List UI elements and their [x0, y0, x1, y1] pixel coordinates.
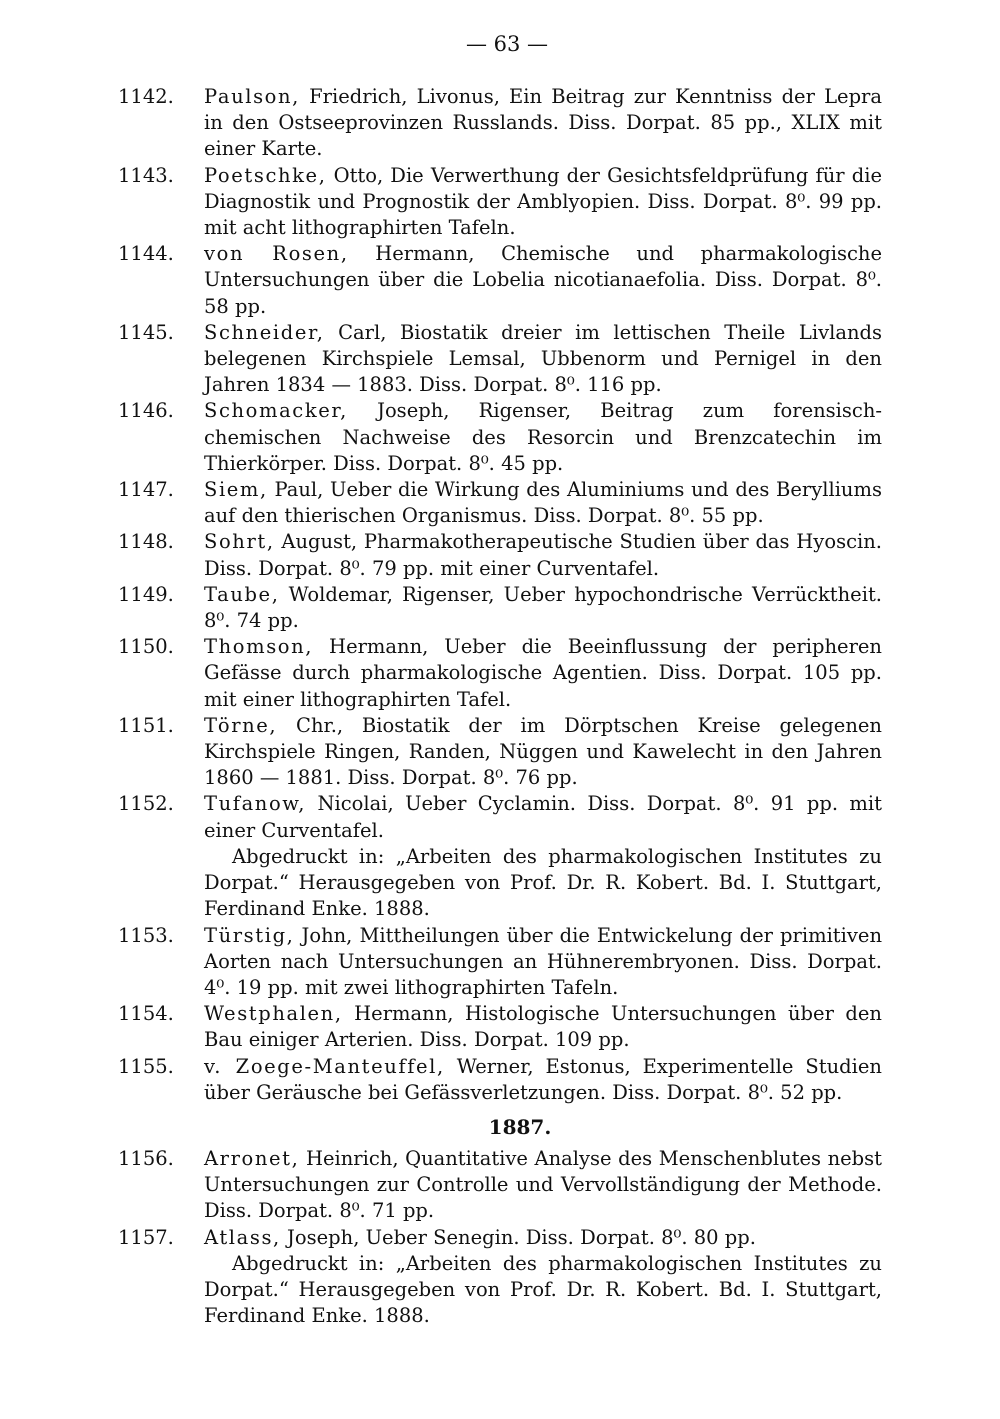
bibliography-entry — [118, 241, 882, 320]
entry-author: Törne, — [204, 713, 278, 737]
entry-number: 1147. — [118, 478, 174, 502]
entry-number: 1154. — [118, 1002, 174, 1026]
bibliography-entry — [118, 791, 882, 922]
entry-text: Hermann, Chemische und pharmakologische Untersuchungen über die Lobelia nicotianaefolia. Diss. Dorpat. 8⁰. 58 pp. — [204, 242, 882, 318]
entry-text: Werner, Estonus, Experimentelle Studien über Geräusche bei Gefässverletzungen. Diss. Dorpat. 8⁰. 52 pp. — [204, 1054, 882, 1104]
bibliography-list-1886 — [118, 84, 882, 1106]
entry-number: 1150. — [118, 635, 174, 659]
entry-number: 1149. — [118, 582, 174, 606]
entry-author: Poetschke, — [204, 163, 327, 187]
entry-note: Abgedruckt in: „Arbeiten des pharmakologischen Institutes zu Dorpat.“ Herausgegeben von Prof. Dr. R. Kobert. Bd. I. Stuttgart, Ferdinand Enke. 1888. — [204, 1251, 882, 1328]
bibliography-entry — [118, 713, 882, 792]
bibliography-entry — [118, 582, 882, 634]
entry-text: Paul, Ueber die Wirkung des Aluminiums und des Berylliums auf den thierischen Organismus. Diss. Dorpat. 8⁰. 55 pp. — [204, 478, 882, 528]
entry-number: 1145. — [118, 320, 174, 344]
bibliography-entry — [118, 1001, 882, 1053]
entry-number: 1146. — [118, 399, 174, 423]
entry-text: Joseph, Ueber Senegin. Diss. Dorpat. 8⁰. 80 pp. — [280, 1225, 756, 1249]
entry-number: 1148. — [118, 530, 174, 554]
entry-text: Carl, Biostatik dreier im lettischen Theile Livlands belegenen Kirchspiele Lemsal, Ubbenorm und Pernigel in den Jahren 1834 — 1883. Diss. Dorpat. 8⁰. 116 pp. — [204, 320, 882, 397]
entry-text: Chr., Biostatik der im Dörptschen Kreise gelegenen Kirchspiele Ringen, Randen, Nüggen und Kawelecht in den Jahren 1860 — 1881. Diss. Dorpat. 8⁰. 76 pp. — [204, 713, 882, 790]
entry-author: Tufanow, — [204, 792, 307, 816]
document-page — [118, 30, 882, 1329]
bibliography-entry — [118, 477, 882, 529]
bibliography-entry — [118, 398, 882, 477]
bibliography-list-1887 — [118, 1146, 882, 1329]
entry-author: Atlass, — [204, 1225, 281, 1249]
entry-number: 1153. — [118, 923, 174, 947]
entry-number: 1151. — [118, 713, 174, 737]
bibliography-entry — [118, 1054, 882, 1106]
entry-author: Paulson, — [204, 85, 300, 108]
entry-number: 1152. — [118, 792, 174, 816]
bibliography-entry — [118, 320, 882, 399]
entry-author: von Rosen, — [204, 242, 349, 266]
entry-text: Heinrich, Quantitative Analyse des Menschenblutes nebst Untersuchungen zur Controlle und Vervollständigung der Methode. Diss. Dorpat. 8⁰. 71 pp. — [204, 1146, 882, 1223]
entry-author: Schomacker, — [204, 399, 348, 423]
entry-text: John, Mittheilungen über die Entwickelung der primitiven Aorten nach Untersuchungen an Hühnerembryonen. Diss. Dorpat. 4⁰. 19 pp. mit zwei lithographirten Tafeln. — [204, 923, 882, 999]
bibliography-entry — [118, 84, 882, 163]
entry-number: 1143. — [118, 163, 174, 187]
entry-number: 1155. — [118, 1054, 174, 1078]
entry-number: 1142. — [118, 85, 174, 108]
bibliography-entry — [118, 923, 882, 1002]
bibliography-entry — [118, 529, 882, 581]
entry-author: v. Zoege-Manteuffel, — [204, 1054, 445, 1078]
bibliography-entry — [118, 1225, 882, 1330]
entry-text: Friedrich, Livonus, Ein Beitrag zur Kenntniss der Lepra in den Ostseeprovinzen Russlands. Diss. Dorpat. 85 pp., XLIX mit einer Karte. — [204, 85, 882, 161]
entry-author: Arronet, — [204, 1146, 300, 1170]
entry-author: Siem, — [204, 478, 268, 502]
entry-text: Hermann, Histologische Untersuchungen über den Bau einiger Arterien. Diss. Dorpat. 109 pp. — [204, 1002, 882, 1052]
entry-note: Abgedruckt in: „Arbeiten des pharmakologischen Institutes zu Dorpat.“ Herausgegeben von Prof. Dr. R. Kobert. Bd. I. Stuttgart, Ferdinand Enke. 1888. — [204, 844, 882, 921]
entry-number: 1157. — [118, 1225, 174, 1249]
entry-text: Hermann, Ueber die Beeinflussung der peripheren Gefässe durch pharmakologische Agentien. Diss. Dorpat. 105 pp. mit einer lithographirten Tafel. — [204, 635, 882, 711]
entry-author: Westphalen, — [204, 1002, 343, 1026]
entry-text: Otto, Die Verwerthung der Gesichtsfeldprüfung für die Diagnostik und Prognostik der Amblyopien. Diss. Dorpat. 8⁰. 99 pp. mit acht lithographirten Tafeln. — [204, 163, 882, 240]
entry-author: Sohrt, — [204, 530, 275, 554]
entry-author: Thomson, — [204, 635, 314, 659]
page-number: — 63 — — [465, 32, 549, 56]
bibliography-entry — [118, 163, 882, 242]
entry-author: Taube, — [204, 582, 280, 606]
year-heading: 1887. — [488, 1114, 552, 1139]
bibliography-entry — [118, 634, 882, 713]
entry-author: Schneider, — [204, 320, 325, 344]
entry-number: 1156. — [118, 1146, 174, 1170]
bibliography-entry — [118, 1146, 882, 1225]
entry-number: 1144. — [118, 242, 174, 266]
entry-text: Nicolai, Ueber Cyclamin. Diss. Dorpat. 8⁰. 91 pp. mit einer Curventafel. — [204, 792, 882, 842]
entry-text: Joseph, Rigenser, Beitrag zum forensisch-chemischen Nachweise des Resorcin und Brenzcatechin im Thierkörper. Diss. Dorpat. 8⁰. 45 pp. — [204, 399, 882, 475]
entry-text: Woldemar, Rigenser, Ueber hypochondrische Verrücktheit. 8⁰. 74 pp. — [204, 582, 882, 633]
entry-text: August, Pharmakotherapeutische Studien über das Hyoscin. Diss. Dorpat. 8⁰. 79 pp. mit einer Curventafel. — [204, 530, 882, 580]
entry-author: Türstig, — [204, 923, 295, 947]
